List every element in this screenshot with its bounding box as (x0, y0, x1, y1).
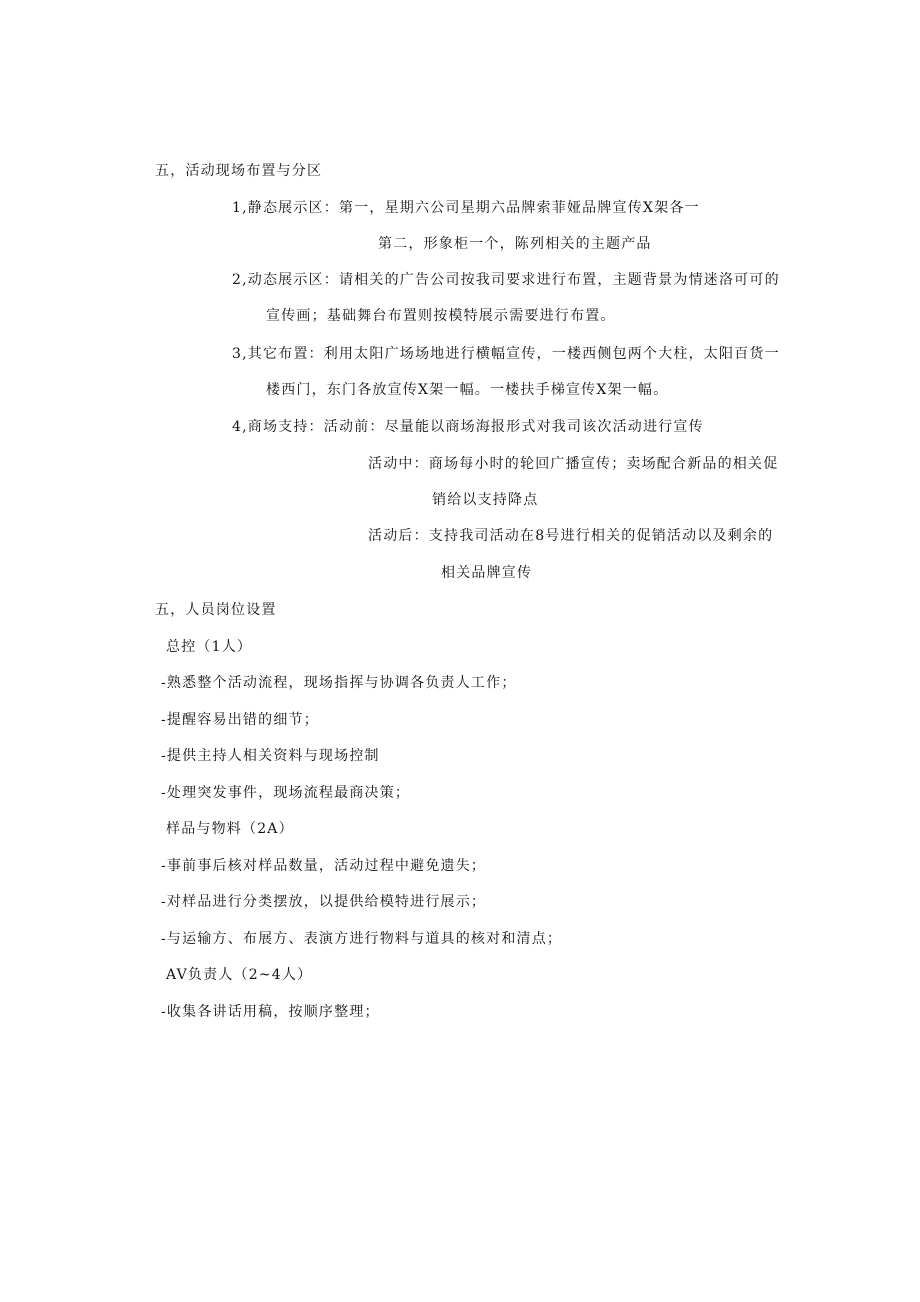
item-text: 活动前：尽量能以商场海报形式对我司该次活动进行宣传 (323, 419, 704, 435)
item-label: 4,商场支持： (232, 419, 324, 435)
role-duty: -事前事后核对样品数量，活动过程中避免遗失； (161, 858, 487, 874)
item-text: 第一，星期六公司星期六品牌索菲娅品牌宣传X架各一 (338, 200, 700, 216)
section-heading: 五，活动现场布置与分区 (155, 163, 323, 179)
role-duty: -提供主持人相关资料与现场控制 (161, 748, 380, 764)
role-duty: -对样品进行分类摆放，以提供给模特进行展示； (161, 894, 487, 910)
role-title: 样品与物料（2A） (166, 821, 294, 837)
item-text: 销给以支持降点 (432, 492, 539, 508)
section-heading: 五，人员岗位设置 (155, 602, 277, 618)
item-text: 楼西门，东门各放宣传X架一幅。一楼扶手梯宣传X架一幅。 (266, 382, 669, 398)
role-title: AV负责人（2~4人） (166, 967, 313, 983)
item-text: 第二，形象柜一个，陈列相关的主题产品 (378, 236, 652, 252)
item-other-layout (232, 344, 780, 364)
role-duty: -提醒容易出错的细节； (161, 712, 319, 728)
item-text: 活动中：商场每小时的轮回广播宣传；卖场配合新品的相关促 (368, 456, 779, 472)
item-text: 相关品牌宣传 (441, 565, 533, 581)
item-text: 请相关的广告公司按我司要求进行布置，主题背景为情迷洛可可的 (338, 272, 780, 288)
item-mall-support (232, 417, 704, 437)
role-duty: -收集各讲话用稿，按顺序整理； (161, 1004, 380, 1020)
item-text: 利用太阳广场场地进行横幅宣传，一楼西侧包两个大柱，太阳百货一 (323, 346, 780, 362)
item-label: 3,其它布置： (232, 346, 324, 362)
item-label: 1,静态展示区： (232, 200, 339, 216)
item-label: 2,动态展示区： (232, 272, 339, 288)
item-text: 活动后：支持我司活动在8号进行相关的促销活动以及剩余的 (368, 528, 774, 544)
item-dynamic-display (232, 270, 780, 290)
role-title: 总控（1人） (166, 639, 253, 655)
item-static-display (232, 198, 700, 218)
role-duty: -与运输方、布展方、表演方进行物料与道具的核对和清点； (161, 931, 563, 947)
role-duty: -熟悉整个活动流程，现场指挥与协调各负责人工作； (161, 675, 517, 691)
item-text: 宣传画；基础舞台布置则按模特展示需要进行布置。 (266, 308, 616, 324)
role-duty: -处理突发事件，现场流程最商决策； (161, 785, 411, 801)
